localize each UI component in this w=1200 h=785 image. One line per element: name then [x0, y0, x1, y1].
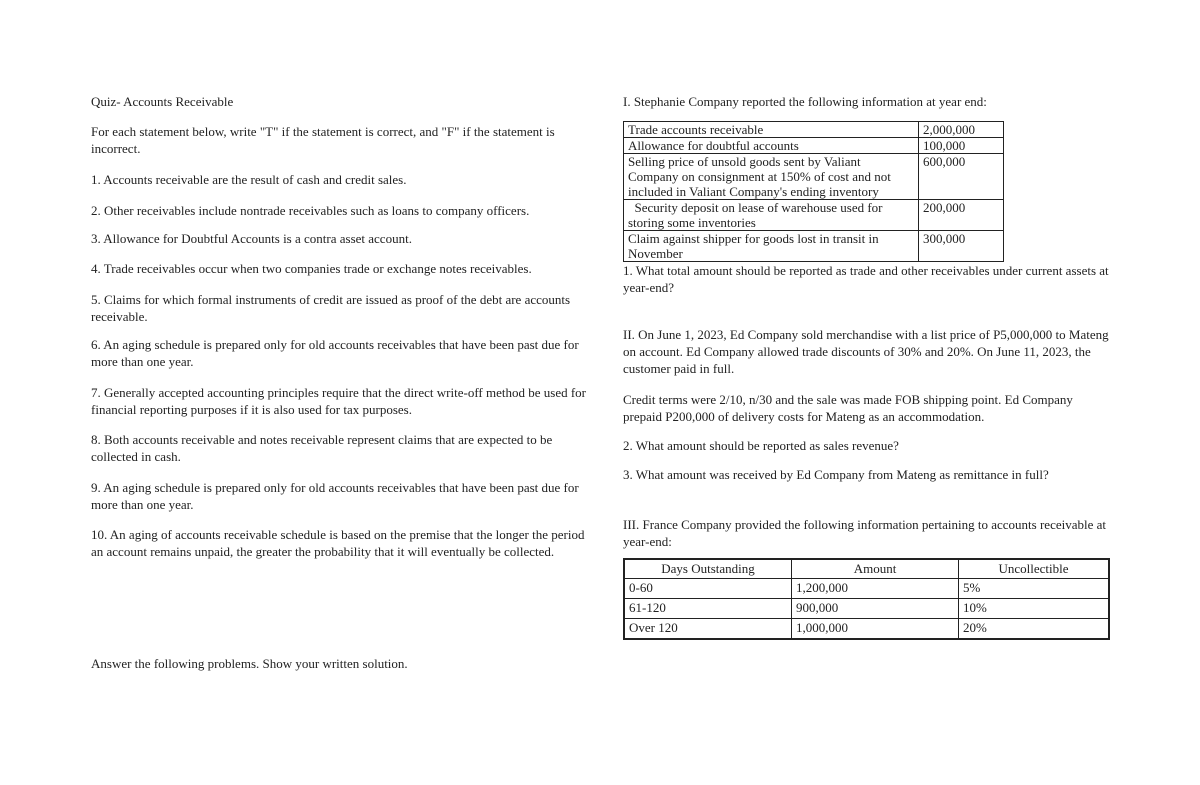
- column-header: Amount: [792, 559, 959, 579]
- question-2: 2. What amount should be reported as sales revenue?: [623, 438, 899, 453]
- answer-instructions: Answer the following problems. Show your written solution.: [91, 656, 408, 671]
- item-amount: 100,000: [919, 138, 1004, 154]
- quiz-instructions: For each statement below, write "T" if the statement is correct, and "F" if the statement is incorrect.: [91, 124, 555, 156]
- statement-1: 1. Accounts receivable are the result of cash and credit sales.: [91, 172, 407, 187]
- item-amount: 600,000: [919, 154, 1004, 200]
- statement-2: 2. Other receivables include nontrade receivables such as loans to company officers.: [91, 203, 530, 218]
- table-row: [624, 122, 1004, 138]
- left-column: [91, 93, 591, 672]
- item-description: Claim against shipper for goods lost in transit in November: [624, 231, 919, 262]
- problem-2-text: II. On June 1, 2023, Ed Company sold merchandise with a list price of P5,000,000 to Mateng on account. Ed Company allowed trade discounts of 30% and 20%. On June 11, 2023, the customer paid in full.: [623, 327, 1109, 376]
- quiz-title: Quiz- Accounts Receivable: [91, 94, 234, 109]
- item-amount: 200,000: [919, 200, 1004, 231]
- problem-1-intro: I. Stephanie Company reported the following information at year end:: [623, 94, 987, 109]
- table-header-row: [624, 559, 1109, 579]
- right-column: [623, 93, 1110, 640]
- table-cell: 10%: [959, 599, 1110, 619]
- statement-8: 8. Both accounts receivable and notes receivable represent claims that are expected to be collected in cash.: [91, 432, 553, 464]
- aging-table: [623, 558, 1110, 640]
- item-description: Security deposit on lease of warehouse used for storing some inventories: [624, 200, 919, 231]
- table-row: [624, 579, 1109, 599]
- statement-4: 4. Trade receivables occur when two companies trade or exchange notes receivables.: [91, 261, 532, 276]
- statement-6: 6. An aging schedule is prepared only for old accounts receivables that have been past due for more than one year.: [91, 337, 579, 369]
- question-1: 1. What total amount should be reported as trade and other receivables under current assets at year-end?: [623, 263, 1109, 295]
- item-amount: 2,000,000: [919, 122, 1004, 138]
- statement-7: 7. Generally accepted accounting principles require that the direct write-off method be used for financial reporting purposes if it is also used for tax purposes.: [91, 385, 587, 417]
- problem-3-intro: III. France Company provided the following information pertaining to accounts receivable at year-end:: [623, 517, 1107, 549]
- statement-10: 10. An aging of accounts receivable schedule is based on the premise that the longer the period an account remains unpaid, the greater the probability that it will eventually be collected.: [91, 527, 585, 559]
- problem-2-terms: Credit terms were 2/10, n/30 and the sale was made FOB shipping point. Ed Company prepaid P200,000 of delivery costs for Mateng as an accommodation.: [623, 392, 1073, 424]
- table-cell: 1,200,000: [792, 579, 959, 599]
- statement-5: 5. Claims for which formal instruments of credit are issued as proof of the debt are accounts receivable.: [91, 292, 571, 324]
- statement-9: 9. An aging schedule is prepared only for old accounts receivables that have been past due for more than one year.: [91, 480, 579, 512]
- table-cell: 5%: [959, 579, 1110, 599]
- table-cell: Over 120: [624, 619, 792, 640]
- stephanie-table: [623, 121, 1004, 262]
- item-description: Trade accounts receivable: [624, 122, 919, 138]
- table-row: [624, 200, 1004, 231]
- table-row: [624, 231, 1004, 262]
- table-cell: 20%: [959, 619, 1110, 640]
- item-description: Allowance for doubtful accounts: [624, 138, 919, 154]
- table-row: [624, 138, 1004, 154]
- question-3: 3. What amount was received by Ed Company from Mateng as remittance in full?: [623, 467, 1049, 482]
- table-cell: 61-120: [624, 599, 792, 619]
- item-description: Selling price of unsold goods sent by Valiant Company on consignment at 150% of cost and not included in Valiant Company's ending inventory: [624, 154, 919, 200]
- table-row: [624, 599, 1109, 619]
- table-row: [624, 619, 1109, 640]
- column-header: Uncollectible: [959, 559, 1110, 579]
- statement-3: 3. Allowance for Doubtful Accounts is a contra asset account.: [91, 231, 412, 246]
- item-amount: 300,000: [919, 231, 1004, 262]
- table-cell: 0-60: [624, 579, 792, 599]
- table-cell: 1,000,000: [792, 619, 959, 640]
- table-cell: 900,000: [792, 599, 959, 619]
- table-row: [624, 154, 1004, 200]
- column-header: Days Outstanding: [624, 559, 792, 579]
